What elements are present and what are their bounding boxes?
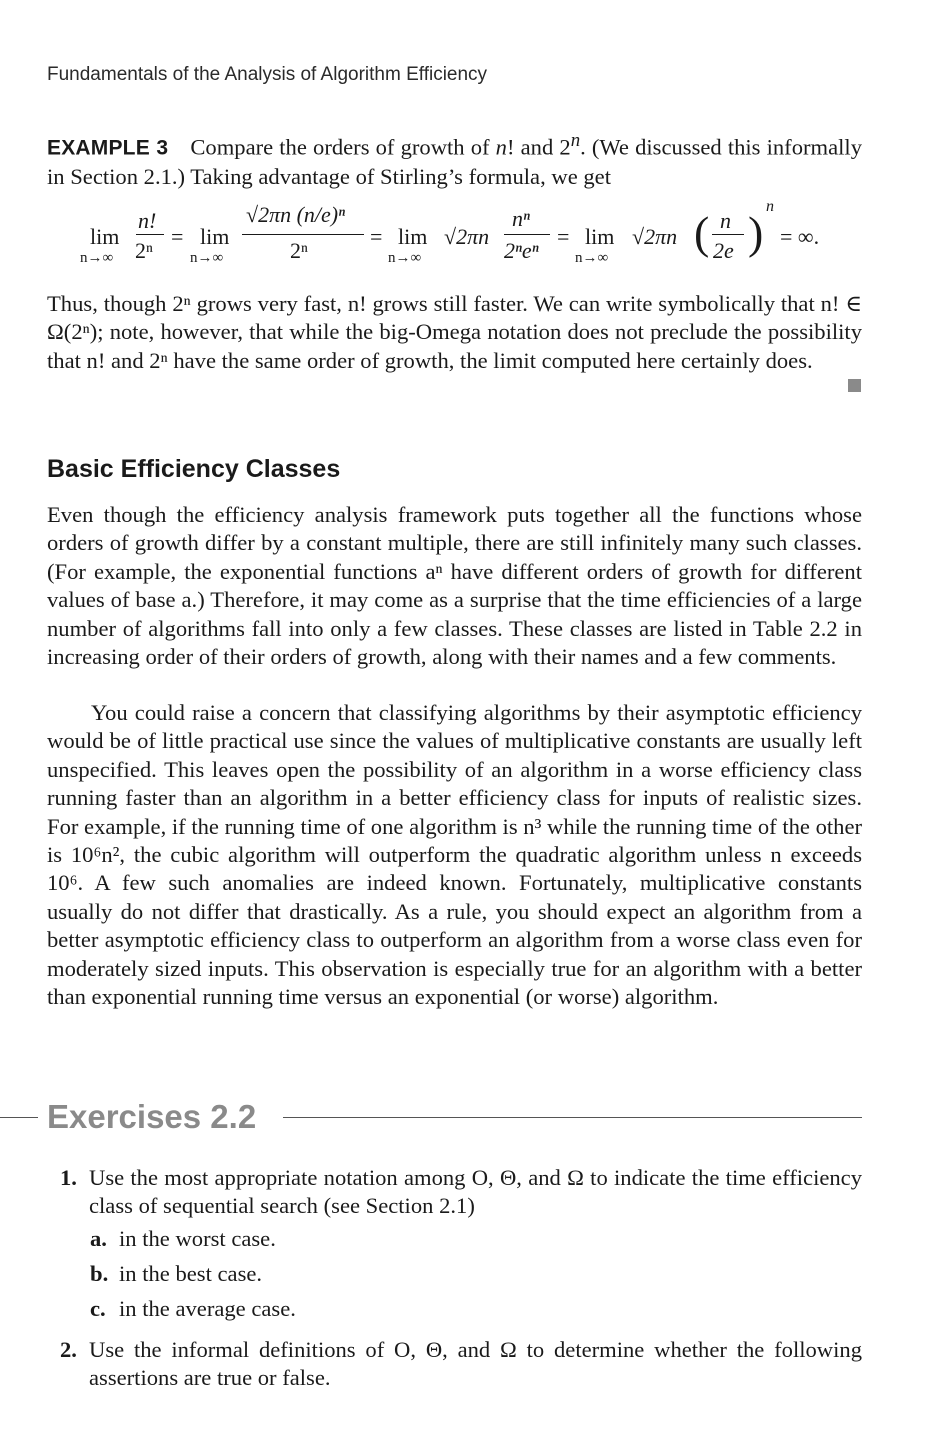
exercise-item-1 [60,1164,862,1221]
example-label: EXAMPLE 3 [47,136,169,160]
lim-4-sub: n→∞ [575,250,609,266]
section-para-2: You could raise a concern that classifying algorithms by their asymptotic efficiency would be of little practical use since the values of multiplicative constants are usually left unspecified. This leaves open the possibility of an algorithm in a worse efficiency class running faster than an algorithm in a better efficiency class for inputs of realistic sizes. For example, if the running time of one algorithm is n³ while the running time of the other is 10⁶n², the cubic algorithm will outperform the quadratic algorithm unless n exceeds 10⁶. A few such anomalies are indeed known. Fortunately, multiplicative constants usually do not differ that drastically. As a rule, you should expect an algorithm from a better asymptotic efficiency class to outperform an algorithm from a worse class even for moderately sized inputs. This observation is especially true for an algorithm with a better than exponential running time versus an exponential (or worse) algorithm. [47,700,862,1010]
paren-exp: n [766,198,774,215]
lim-3: lim [398,224,428,249]
exercise-text: Use the informal definitions of O, Θ, and Ω to determine whether the following assertions are true or false. [89,1337,862,1391]
lim-1-sub: n→∞ [80,250,114,266]
frac2-num: √2πn (n/e)ⁿ [246,202,346,227]
sub-text: in the best case. [119,1261,263,1286]
running-head: Fundamentals of the Analysis of Algorithm Efficiency [47,64,488,85]
right-paren: ) [748,207,764,258]
exercise-item-2 [60,1336,862,1393]
eq-1: = [171,224,184,249]
exercises-title: Exercises 2.2 [47,1098,257,1135]
sub-text: in the average case. [119,1296,296,1321]
lim-4: lim [585,224,615,249]
paren-den: 2e [713,238,734,263]
exercise-number: 2. [60,1337,77,1362]
example-intro [47,127,862,191]
eq-2: = [370,224,383,249]
sub-label: a. [90,1226,107,1251]
lim-2: lim [200,224,230,249]
example-conclusion: Thus, though 2ⁿ grows very fast, n! grows still faster. We can write symbolically that n! ∈ Ω(2ⁿ); note, however, that while the big-Omega notation does not preclude the possibility that n! and 2ⁿ have the same order of growth, the limit computed here certainly does. [47,291,862,373]
frac3-line [504,234,550,235]
example-text-2: ! and 2 [506,134,571,160]
example-text-3: . (We discussed this informally in Section 2.1.) Taking advantage of Stirling’s formula, we get [47,134,862,189]
left-paren: ( [694,207,710,258]
lim-2-sub: n→∞ [190,250,224,266]
exercise-sub-b [90,1260,262,1288]
lim-1: lim [90,224,120,249]
frac1-den: 2ⁿ [135,238,153,263]
sub-label: b. [90,1261,109,1286]
frac1-num: n! [138,208,157,233]
section-title: Basic Efficiency Classes [47,455,341,483]
example-text-1: Compare the orders of growth of [190,134,496,160]
exercises-rule-left [0,1117,38,1118]
formula-result: = ∞. [780,224,820,249]
exercise-sub-c [90,1295,296,1323]
exercise-sub-a [90,1225,276,1253]
exercise-number: 1. [60,1165,77,1190]
frac1-line [136,234,164,235]
paren-num: n [720,208,731,233]
sqrt-term-4: √2πn [632,224,678,249]
frac3-den: 2ⁿeⁿ [504,238,539,263]
frac2-den: 2ⁿ [290,238,308,263]
sub-text: in the worst case. [119,1226,276,1251]
sub-label: c. [90,1296,106,1321]
paren-frac-line [712,234,744,235]
frac2-line [242,234,364,235]
frac3-num: nⁿ [512,206,530,231]
end-of-example-marker [848,379,861,392]
lim-3-sub: n→∞ [388,250,422,266]
exercise-text: Use the most appropriate notation among O, Θ, and Ω to indicate the time efficiency class of sequential search (see Section 2.1) [89,1165,862,1219]
example-n: n [495,134,507,160]
sqrt-term-3: √2πn [444,224,490,249]
eq-3: = [557,224,570,249]
example-sup-n: n [570,130,581,151]
stirling-formula [80,196,840,272]
exercises-rule-right [283,1117,862,1118]
section-para-1: Even though the efficiency analysis framework puts together all the functions whose orders of growth differ by a constant multiple, there are still infinitely many such classes. (For example, the exponential functions aⁿ have different orders of growth for different values of base a.) Therefore, it may come as a surprise that the time efficiencies of a large number of algorithms fall into only a few classes. These classes are listed in Table 2.2 in increasing order of their orders of growth, along with their names and a few comments. [47,502,862,670]
